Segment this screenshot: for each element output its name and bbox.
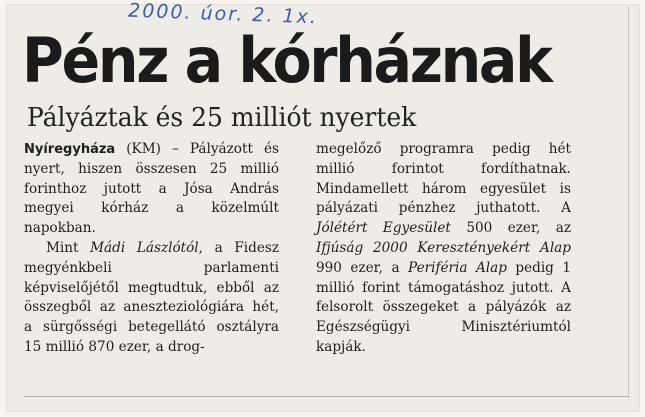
article-headline: Pénz a kórháznak	[22, 24, 551, 97]
paragraph-continuation	[316, 140, 571, 358]
organization-amount-2: 990 ezer, a	[316, 259, 409, 276]
paragraph-intro-text: (KM) – Pályázott és nyert, hiszen összesen 25 millió forinthoz jutott a Jósa András megyei kórház a közelmúlt napokban.	[24, 141, 279, 237]
paragraph-continuation-text: megelőző programra pedig hét millió forintot fordíthatnak. Mindamellett három egyesület is pályázati pénzhez juthatott. A	[316, 141, 571, 217]
organization-amount-1: 500 ezer, az	[450, 220, 571, 237]
paragraph-second	[24, 239, 279, 358]
article-column-right	[316, 140, 571, 358]
paragraph-second-text: , a Fidesz megyénkbeli parlamenti képviselőjétől megtudtuk, ebből az összegből az aneszteziológiára hét, a sürgősségi betegellátó osztályra 15 millió 870 ezer, a drog-	[24, 239, 279, 355]
paragraph-intro	[24, 140, 279, 239]
organization-name-3: Periféria Alap	[408, 259, 507, 276]
article-subheadline: Pályáztak és 25 milliót nyertek	[27, 103, 417, 133]
clipping-edge	[628, 6, 629, 398]
person-name: Mádi Lászlótól	[90, 239, 199, 256]
paragraph-second-start: Mint	[46, 239, 91, 256]
organization-name-2: Ifjúság 2000 Keresztényekért Alap	[316, 239, 571, 256]
organization-name-1: Jólétért Egyesület	[316, 220, 451, 237]
organization-amount-3: pedig 1 millió forint támogatáshoz jutott. A felsorolt összegeket a pályázók az Egészségügyi Minisztériumtól kapják.	[316, 259, 571, 355]
bottom-rule	[24, 396, 630, 397]
dateline: Nyíregyháza	[24, 142, 116, 157]
handwritten-date-note: 2000. úor. 2. 1x.	[127, 0, 319, 29]
article-column-left	[24, 140, 279, 358]
